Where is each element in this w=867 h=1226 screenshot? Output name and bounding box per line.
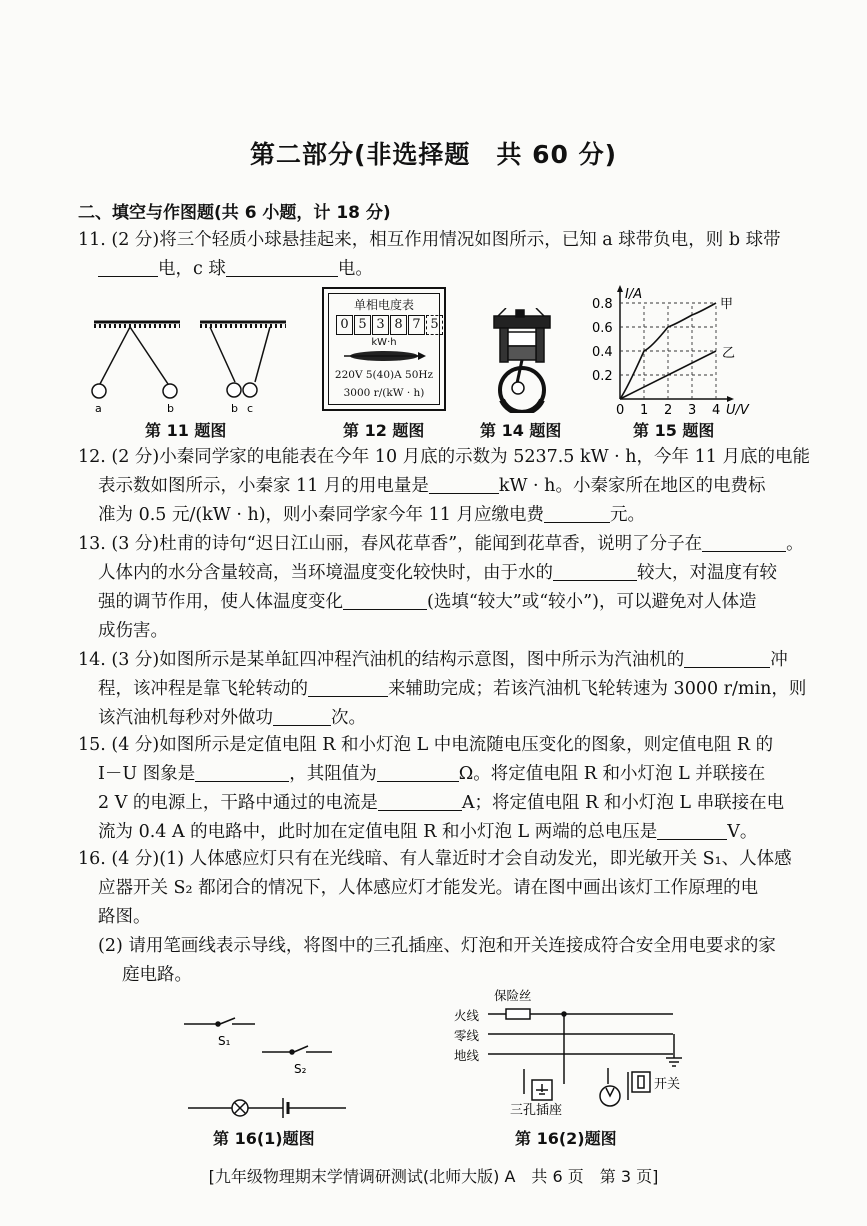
figure-16-2-caption: 第 16(2)题图 <box>515 1129 617 1148</box>
q14-text: 该汽油机每秒对外做功 <box>98 708 273 728</box>
x-tick-label: 2 <box>664 403 673 418</box>
q16-line-5: 庭电路。 <box>122 965 192 985</box>
figure-12-caption: 第 12 题图 <box>343 421 425 440</box>
q12-text: 准为 0.5 元/(kW · h)，则小秦同学家今年 11 月应缴电费 <box>98 505 544 525</box>
meter-spec: 220V 5(40)A 50Hz <box>334 369 434 381</box>
x-axis-arrow <box>727 396 734 402</box>
meter-revolutions: 3000 r/(kW · h) <box>343 387 425 399</box>
q12-line-2 <box>78 472 784 501</box>
q15-text: 2 V 的电源上，干路中通过的电流是 <box>98 793 378 813</box>
q13-text: 人体内的水分含量较高，当环境温度变化较快时，由于水的 <box>98 563 553 583</box>
figure-16-1-components <box>180 1010 360 1125</box>
ball-b-label-2: b <box>231 402 238 415</box>
q13-line-2 <box>78 559 784 588</box>
q15-line-1: 15. (4 分)如图所示是定值电阻 R 和小灯泡 L 中电流随电压变化的图象，则定值电阻 R 的 <box>78 735 774 755</box>
answer-blank[interactable] <box>378 792 462 811</box>
q13-line-3 <box>78 588 784 617</box>
q13-text: 强的调节作用，使人体温度变化 <box>98 592 343 612</box>
q14-line-1 <box>78 646 788 675</box>
figure-16-1-caption: 第 16(1)题图 <box>213 1129 315 1148</box>
answer-blank[interactable] <box>429 475 499 494</box>
ball-c-label: c <box>247 402 254 415</box>
ground-wire-label: 地线 <box>454 1048 480 1063</box>
socket-label: 三孔插座 <box>510 1103 563 1118</box>
meter-digit-decimal: 5 <box>426 315 443 335</box>
q15-text: V。 <box>727 822 758 842</box>
q14-line-2 <box>78 675 807 704</box>
answer-blank[interactable] <box>684 649 770 668</box>
meter-header: 单相电度表 <box>353 298 414 312</box>
q16-line-3: 路图。 <box>98 907 151 927</box>
q14-text: 程，该冲程是靠飞轮转动的 <box>98 679 308 699</box>
x-tick-label: 4 <box>712 403 721 418</box>
q13-line-4: 成伤害。 <box>98 621 168 641</box>
y-axis-arrow <box>617 285 623 292</box>
q16-line-2: 应器开关 S₂ 都闭合的情况下，人体感应灯才能发光。请在图中画出该灯工作原理的电 <box>98 878 759 898</box>
q14-text: 冲 <box>770 650 788 670</box>
q11-line-1: 11. (2 分)将三个轻质小球悬挂起来，相互作用情况如图所示，已知 a 球带负电，则 b 球带 <box>78 230 781 250</box>
answer-blank[interactable] <box>377 763 459 782</box>
q13-text: 。 <box>786 534 804 554</box>
page-title: 第二部分(非选择题 共 60 分) <box>249 140 618 169</box>
figure-15-chart <box>588 284 758 418</box>
series-yi-label: 乙 <box>722 346 736 361</box>
q15-text: Ω。将定值电阻 R 和小灯泡 L 并联接在 <box>458 764 766 784</box>
meter-digits <box>336 315 443 335</box>
figure-11-pendulums <box>90 312 300 417</box>
q13-text: (选填“较大”或“较小”)，可以避免对人体造 <box>427 592 757 612</box>
ball-a-label: a <box>95 402 102 415</box>
q12-line-3 <box>78 501 784 530</box>
q16-line-4: (2) 请用笔画线表示导线，将图中的三孔插座、灯泡和开关连接成符合安全用电要求的家 <box>98 936 776 956</box>
question-15 <box>78 731 784 847</box>
answer-blank[interactable] <box>98 258 158 277</box>
question-12 <box>78 443 810 530</box>
meter-digit: 8 <box>390 315 407 335</box>
q11-text-b: 电，c 球 <box>158 259 226 279</box>
q13-text: 13. (3 分)杜甫的诗句“迟日江山丽，春风花草香”，能闻到花草香，说明了分子在 <box>78 534 703 554</box>
ball-b-label: b <box>167 402 174 415</box>
meter-digit: 3 <box>372 315 389 335</box>
q14-text: 14. (3 分)如图所示是某单缸四冲程汽油机的结构示意图，图中所示为汽油机的 <box>78 650 685 670</box>
neutral-wire-label: 零线 <box>454 1028 480 1043</box>
answer-blank[interactable] <box>343 591 427 610</box>
fuse-label: 保险丝 <box>494 988 532 1003</box>
figure-12-meter <box>322 287 446 411</box>
q14-text: 来辅助完成；若该汽油机飞轮转速为 3000 r/min，则 <box>388 679 807 699</box>
y-axis-label: I/A <box>625 287 643 302</box>
q12-text: 元。 <box>609 505 645 525</box>
answer-blank[interactable] <box>195 763 289 782</box>
x-axis-label: U/V <box>726 403 749 418</box>
figure-15-caption: 第 15 题图 <box>633 421 715 440</box>
x-tick-label: 3 <box>688 403 697 418</box>
live-wire-label: 火线 <box>454 1008 480 1023</box>
question-16 <box>78 845 792 990</box>
q13-line-1 <box>78 530 804 559</box>
switch-label: 开关 <box>654 1077 681 1092</box>
q13-text: 较大，对温度有较 <box>637 563 777 583</box>
meter-digit: 5 <box>354 315 371 335</box>
figure-11-caption: 第 11 题图 <box>145 421 227 440</box>
question-11 <box>78 226 784 284</box>
question-14 <box>78 646 807 733</box>
q14-text: 次。 <box>331 708 366 728</box>
answer-blank[interactable] <box>702 533 786 552</box>
figure-14-caption: 第 14 题图 <box>480 421 562 440</box>
q12-line-1: 12. (2 分)小秦同学家的电能表在今年 10 月底的示数为 5237.5 kW · h，今年 11 月底的电能 <box>78 447 810 467</box>
answer-blank[interactable] <box>657 821 727 840</box>
q11-text-c: 电。 <box>337 259 373 279</box>
answer-blank[interactable] <box>273 707 331 726</box>
answer-blank[interactable] <box>226 258 338 277</box>
meter-unit: kW·h <box>371 337 397 348</box>
q14-line-3 <box>78 704 784 733</box>
q15-text: A；将定值电阻 R 和小灯泡 L 串联接在电 <box>461 793 785 813</box>
section-heading: 二、填空与作图题(共 6 小题，计 18 分) <box>78 203 391 223</box>
q15-text: I－U 图象是 <box>98 764 196 784</box>
x-tick-label: 1 <box>640 403 649 418</box>
s2-label: S₂ <box>294 1062 307 1076</box>
figure-14-engine <box>488 308 558 413</box>
y-tick-label: 0.2 <box>592 369 613 384</box>
answer-blank[interactable] <box>308 678 388 697</box>
q12-text: 表示数如图所示，小秦家 11 月的用电量是 <box>98 476 429 496</box>
q15-line-3 <box>78 789 784 818</box>
x-tick-label: 0 <box>616 403 625 418</box>
question-13 <box>78 530 804 646</box>
y-tick-label: 0.6 <box>592 321 613 336</box>
y-tick-label: 0.8 <box>592 297 613 312</box>
s1-label: S₁ <box>218 1034 231 1048</box>
q16-line-1: 16. (4 分)(1) 人体感应灯只有在光线暗、有人靠近时才会自动发光，即光敏开关 S₁、人体感 <box>78 849 792 869</box>
q15-text: 流为 0.4 A 的电路中，此时加在定值电阻 R 和小灯泡 L 两端的总电压是 <box>98 822 658 842</box>
meter-disc-icon <box>342 349 427 363</box>
figure-16-2-wiring <box>448 984 688 1124</box>
meter-digit: 7 <box>408 315 425 335</box>
page-footer: [九年级物理期末学情调研测试(北师大版) A 共 6 页 第 3 页] <box>208 1167 659 1186</box>
q12-text: kW · h。小秦家所在地区的电费标 <box>498 476 766 496</box>
q11-line-2 <box>78 255 784 284</box>
q15-line-2 <box>78 760 784 789</box>
series-jia-label: 甲 <box>720 297 734 312</box>
q15-text: ，其阻值为 <box>289 764 377 784</box>
answer-blank[interactable] <box>553 562 637 581</box>
answer-blank[interactable] <box>544 504 610 523</box>
y-tick-label: 0.4 <box>592 345 613 360</box>
q15-line-4 <box>78 818 784 847</box>
meter-digit: 0 <box>336 315 353 335</box>
